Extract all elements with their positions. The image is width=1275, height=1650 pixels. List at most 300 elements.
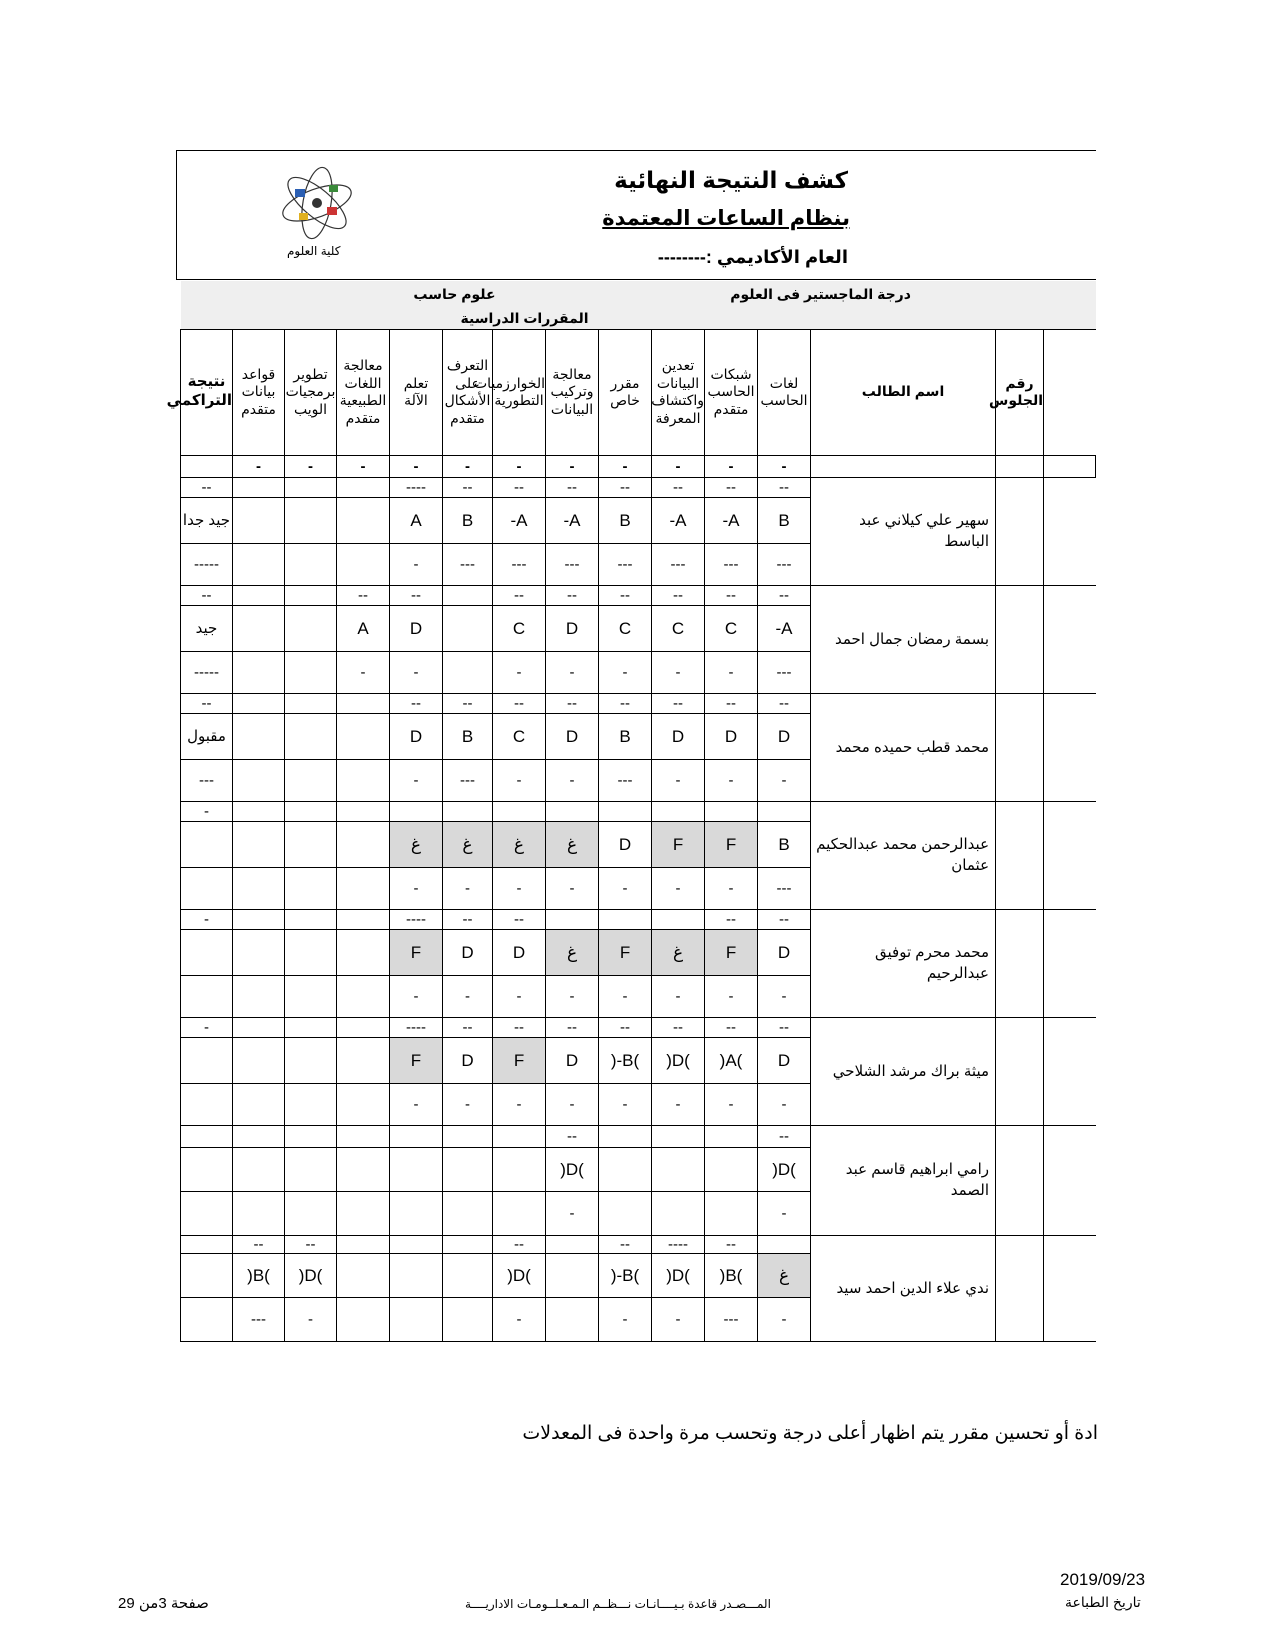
dash-cell: -- bbox=[546, 693, 599, 713]
dash-cell bbox=[390, 1297, 443, 1341]
dash-cell: -- bbox=[546, 585, 599, 605]
dash-cell: -- bbox=[599, 1235, 652, 1253]
grade-cell: C bbox=[652, 605, 705, 651]
print-date-label: تاريخ الطباعة bbox=[1065, 1594, 1141, 1610]
grade-cell bbox=[599, 1147, 652, 1191]
dash-cell bbox=[337, 543, 390, 585]
credit-cell: - bbox=[285, 455, 337, 477]
dash-cell bbox=[337, 867, 390, 909]
grade-cell: D bbox=[443, 1037, 493, 1083]
dash-cell bbox=[652, 801, 705, 821]
credit-cell: - bbox=[599, 455, 652, 477]
grade-cell bbox=[233, 1037, 285, 1083]
dash-cell: - bbox=[705, 867, 758, 909]
report-subtitle: بنظام الساعات المعتمدة bbox=[602, 207, 850, 230]
grade-cell bbox=[337, 821, 390, 867]
dash-cell: -- bbox=[390, 585, 443, 605]
credit-row bbox=[181, 455, 1096, 477]
dash-cell: -- bbox=[705, 909, 758, 929]
student-row bbox=[181, 1235, 1096, 1253]
dash-cell: - bbox=[652, 759, 705, 801]
dash-cell: - bbox=[652, 1297, 705, 1341]
dash-cell: -- bbox=[493, 693, 546, 713]
grade-cell: D bbox=[758, 1037, 811, 1083]
grade-cell bbox=[285, 497, 337, 543]
grade-cell bbox=[233, 497, 285, 543]
grade-cell bbox=[705, 1147, 758, 1191]
grade-cell bbox=[337, 713, 390, 759]
dash-cell: -- bbox=[652, 477, 705, 497]
dash-cell bbox=[285, 585, 337, 605]
grade-cell bbox=[443, 1253, 493, 1297]
dash-cell: -- bbox=[493, 1235, 546, 1253]
dash-cell bbox=[337, 1297, 390, 1341]
dash-cell bbox=[337, 1191, 390, 1235]
dash-cell: - bbox=[546, 1083, 599, 1125]
credit-cell-seat bbox=[996, 455, 1044, 477]
result-cell bbox=[181, 1083, 233, 1125]
grade-cell: -A bbox=[652, 497, 705, 543]
dash-cell: -- bbox=[599, 477, 652, 497]
result-cell bbox=[181, 1147, 233, 1191]
header-course-1: شبكات الحاسب متقدم bbox=[705, 329, 758, 455]
dash-cell bbox=[337, 477, 390, 497]
dash-cell: -- bbox=[443, 1017, 493, 1037]
dash-cell bbox=[337, 693, 390, 713]
dash-cell: -- bbox=[758, 1017, 811, 1037]
dash-cell bbox=[337, 801, 390, 821]
grade-cell bbox=[233, 1147, 285, 1191]
grade-cell: D bbox=[758, 929, 811, 975]
dash-cell bbox=[599, 909, 652, 929]
credit-cell: - bbox=[390, 455, 443, 477]
header-result: نتيجة التراكمي bbox=[181, 329, 233, 455]
grade-cell bbox=[443, 605, 493, 651]
student-name: محمد محرم توفيق عبدالرحيم bbox=[811, 909, 996, 1017]
grade-cell: D bbox=[705, 713, 758, 759]
grade-cell bbox=[337, 497, 390, 543]
dash-cell bbox=[285, 651, 337, 693]
dash-cell: - bbox=[546, 651, 599, 693]
dash-cell: - bbox=[546, 867, 599, 909]
dash-cell: - bbox=[758, 975, 811, 1017]
header-course-0: لغات الحاسب bbox=[758, 329, 811, 455]
dash-cell: --- bbox=[758, 867, 811, 909]
dash-cell: -- bbox=[705, 585, 758, 605]
credit-cell-name bbox=[811, 455, 996, 477]
dash-cell bbox=[443, 585, 493, 605]
dash-cell bbox=[337, 759, 390, 801]
report-title: كشف النتيجة النهائية bbox=[614, 167, 848, 193]
result-cell: ----- bbox=[181, 651, 233, 693]
dash-cell bbox=[285, 477, 337, 497]
seat-number-cell bbox=[996, 477, 1044, 585]
dash-cell: - bbox=[758, 1191, 811, 1235]
result-cell bbox=[181, 1253, 233, 1297]
result-cell: -- bbox=[181, 693, 233, 713]
result-cell bbox=[181, 821, 233, 867]
grade-cell: B bbox=[599, 497, 652, 543]
dash-cell bbox=[652, 1125, 705, 1147]
grade-cell bbox=[285, 929, 337, 975]
grade-cell bbox=[493, 1147, 546, 1191]
dash-cell: - bbox=[443, 867, 493, 909]
dash-cell: -- bbox=[705, 1017, 758, 1037]
grade-cell bbox=[285, 1147, 337, 1191]
grade-cell: )D( bbox=[652, 1253, 705, 1297]
grade-cell bbox=[390, 1253, 443, 1297]
grade-cell bbox=[233, 821, 285, 867]
degree: درجة الماجستير فى العلوم bbox=[546, 281, 1096, 307]
dash-cell: - bbox=[652, 651, 705, 693]
dash-cell bbox=[443, 1235, 493, 1253]
credit-cell: - bbox=[337, 455, 390, 477]
dash-cell bbox=[285, 1125, 337, 1147]
result-cell bbox=[181, 1235, 233, 1253]
dash-cell bbox=[546, 909, 599, 929]
result-cell bbox=[181, 1125, 233, 1147]
dash-cell: - bbox=[493, 1083, 546, 1125]
student-name: محمد قطب حميده محمد bbox=[811, 693, 996, 801]
result-cell: جيد جدا bbox=[181, 497, 233, 543]
seat-number-cell bbox=[996, 801, 1044, 909]
dash-cell: ---- bbox=[390, 909, 443, 929]
grade-cell bbox=[337, 1037, 390, 1083]
print-date: 2019/09/23 bbox=[1060, 1570, 1146, 1589]
dash-cell: -- bbox=[493, 585, 546, 605]
grade-cell: -A bbox=[758, 605, 811, 651]
result-cell bbox=[181, 1297, 233, 1341]
grade-cell: A bbox=[337, 605, 390, 651]
result-cell: - bbox=[181, 1017, 233, 1037]
result-cell: - bbox=[181, 909, 233, 929]
header-course-4: معالجة وتركيب البيانات bbox=[546, 329, 599, 455]
header-student-name: اسم الطالب bbox=[811, 329, 996, 455]
dash-cell: --- bbox=[705, 1297, 758, 1341]
dash-cell: -- bbox=[652, 1017, 705, 1037]
header-course-8: معالجة اللغات الطبيعية متقدم bbox=[337, 329, 390, 455]
dash-cell: -- bbox=[443, 477, 493, 497]
grade-cell: C bbox=[599, 605, 652, 651]
credit-cell: - bbox=[493, 455, 546, 477]
dash-cell: -- bbox=[546, 1017, 599, 1037]
dash-cell bbox=[652, 909, 705, 929]
grade-cell: )D( bbox=[546, 1147, 599, 1191]
credit-cell: - bbox=[546, 455, 599, 477]
credit-cell: - bbox=[652, 455, 705, 477]
extra-cell bbox=[1044, 693, 1096, 801]
credit-cell-result bbox=[181, 455, 233, 477]
header-course-5: الخوارزميات التطورية bbox=[493, 329, 546, 455]
extra-cell bbox=[1044, 1235, 1096, 1341]
grade-cell bbox=[390, 1147, 443, 1191]
dash-cell bbox=[233, 801, 285, 821]
dash-cell: - bbox=[493, 1297, 546, 1341]
dash-cell: - bbox=[546, 1191, 599, 1235]
dash-cell bbox=[285, 867, 337, 909]
grade-cell: B bbox=[758, 821, 811, 867]
dash-cell bbox=[233, 543, 285, 585]
seat-number-cell bbox=[996, 1125, 1044, 1235]
dash-cell: - bbox=[652, 867, 705, 909]
result-cell bbox=[181, 929, 233, 975]
faculty-logo bbox=[267, 163, 367, 241]
dash-cell: -- bbox=[546, 1125, 599, 1147]
dash-cell bbox=[285, 909, 337, 929]
dash-cell: --- bbox=[443, 543, 493, 585]
dash-cell: ---- bbox=[390, 1017, 443, 1037]
grade-cell bbox=[443, 1147, 493, 1191]
logo-caption: كلية العلوم bbox=[287, 244, 341, 258]
grade-cell: B bbox=[443, 713, 493, 759]
dash-cell: - bbox=[285, 1297, 337, 1341]
dash-cell bbox=[233, 759, 285, 801]
dash-cell: --- bbox=[705, 543, 758, 585]
header-seat-number: رقم الجلوس bbox=[996, 329, 1044, 455]
dash-cell: - bbox=[337, 651, 390, 693]
dash-cell: - bbox=[546, 759, 599, 801]
academic-year: العام الأكاديمي :-------- bbox=[657, 247, 848, 267]
dash-cell bbox=[337, 975, 390, 1017]
grade-cell bbox=[337, 1253, 390, 1297]
student-row bbox=[181, 801, 1096, 821]
dash-cell: - bbox=[599, 651, 652, 693]
grade-cell bbox=[285, 713, 337, 759]
grade-cell: D bbox=[758, 713, 811, 759]
dash-cell bbox=[652, 1191, 705, 1235]
dash-cell: -- bbox=[705, 1235, 758, 1253]
dash-cell: -- bbox=[705, 693, 758, 713]
grade-cell: -A bbox=[546, 497, 599, 543]
dash-cell: --- bbox=[652, 543, 705, 585]
grade-cell: D bbox=[390, 605, 443, 651]
student-name: رامي ابراهيم قاسم عبد الصمد bbox=[811, 1125, 996, 1235]
seat-number-cell bbox=[996, 909, 1044, 1017]
dash-cell: --- bbox=[758, 543, 811, 585]
grade-cell bbox=[337, 929, 390, 975]
grade-cell: )B( bbox=[233, 1253, 285, 1297]
dash-cell bbox=[758, 1235, 811, 1253]
dash-cell: - bbox=[758, 1083, 811, 1125]
dash-cell bbox=[546, 1297, 599, 1341]
student-row bbox=[181, 477, 1096, 497]
grade-cell: غ bbox=[493, 821, 546, 867]
dash-cell bbox=[546, 801, 599, 821]
dash-cell: - bbox=[390, 651, 443, 693]
dash-cell: - bbox=[390, 867, 443, 909]
dash-cell bbox=[285, 543, 337, 585]
dash-cell bbox=[337, 1017, 390, 1037]
dash-cell bbox=[390, 1125, 443, 1147]
grade-cell: )D( bbox=[493, 1253, 546, 1297]
dash-cell bbox=[233, 585, 285, 605]
grade-cell: )A( bbox=[705, 1037, 758, 1083]
dash-cell: - bbox=[758, 1297, 811, 1341]
grade-cell bbox=[337, 1147, 390, 1191]
dash-cell bbox=[233, 1017, 285, 1037]
student-row bbox=[181, 909, 1096, 929]
student-name: بسمة رمضان جمال احمد bbox=[811, 585, 996, 693]
dash-cell bbox=[390, 801, 443, 821]
dash-cell: --- bbox=[758, 651, 811, 693]
degree-row bbox=[181, 281, 1096, 307]
grade-cell: D bbox=[443, 929, 493, 975]
dash-cell bbox=[233, 477, 285, 497]
dash-cell: - bbox=[546, 975, 599, 1017]
grade-cell: F bbox=[599, 929, 652, 975]
dash-cell bbox=[233, 1083, 285, 1125]
header-course-6: التعرف على الأشكال متقدم bbox=[443, 329, 493, 455]
extra-cell bbox=[1044, 1017, 1096, 1125]
dash-cell: - bbox=[599, 867, 652, 909]
dash-cell: ---- bbox=[390, 477, 443, 497]
grade-cell: D bbox=[390, 713, 443, 759]
dash-cell: -- bbox=[758, 585, 811, 605]
dash-cell bbox=[599, 801, 652, 821]
grade-cell bbox=[285, 1037, 337, 1083]
grades-table bbox=[166, 281, 1096, 1342]
result-cell bbox=[181, 975, 233, 1017]
grade-cell: B bbox=[443, 497, 493, 543]
dash-cell bbox=[233, 651, 285, 693]
grade-cell: غ bbox=[758, 1253, 811, 1297]
credit-cell: - bbox=[705, 455, 758, 477]
dash-cell: -- bbox=[705, 477, 758, 497]
result-cell: -- bbox=[181, 477, 233, 497]
dash-cell: -- bbox=[546, 477, 599, 497]
dash-cell bbox=[443, 651, 493, 693]
grade-cell: C bbox=[493, 713, 546, 759]
dash-cell bbox=[337, 909, 390, 929]
dash-cell bbox=[285, 1083, 337, 1125]
grade-cell: B bbox=[758, 497, 811, 543]
dash-cell bbox=[285, 1017, 337, 1037]
dash-cell: - bbox=[758, 759, 811, 801]
grade-cell: غ bbox=[443, 821, 493, 867]
dash-cell: - bbox=[599, 1083, 652, 1125]
dash-cell: -- bbox=[758, 909, 811, 929]
grade-cell: D bbox=[599, 821, 652, 867]
dash-cell: -- bbox=[233, 1235, 285, 1253]
credit-cell: - bbox=[758, 455, 811, 477]
extra-cell bbox=[1044, 585, 1096, 693]
result-cell bbox=[181, 1037, 233, 1083]
dash-cell bbox=[443, 801, 493, 821]
result-cell: ----- bbox=[181, 543, 233, 585]
dash-cell bbox=[443, 1191, 493, 1235]
dash-cell: - bbox=[652, 975, 705, 1017]
student-name: ميثة براك مرشد الشلاحي bbox=[811, 1017, 996, 1125]
dash-cell bbox=[233, 909, 285, 929]
dash-cell: - bbox=[443, 975, 493, 1017]
dash-cell bbox=[390, 1191, 443, 1235]
header-course-2: تعدين البيانات واكتشاف المعرفة bbox=[652, 329, 705, 455]
dash-cell bbox=[705, 1125, 758, 1147]
grade-cell bbox=[233, 605, 285, 651]
dash-cell: -- bbox=[493, 1017, 546, 1037]
result-cell: -- bbox=[181, 585, 233, 605]
courses-heading: المقررات الدراسية bbox=[181, 307, 1096, 329]
dash-cell bbox=[285, 1191, 337, 1235]
dash-cell: -- bbox=[493, 909, 546, 929]
dash-cell: - bbox=[705, 1083, 758, 1125]
dash-cell bbox=[233, 1191, 285, 1235]
student-name: سهير علي كيلاني عبد الباسط bbox=[811, 477, 996, 585]
grade-cell: F bbox=[652, 821, 705, 867]
dash-cell: -- bbox=[337, 585, 390, 605]
dash-cell: -- bbox=[599, 585, 652, 605]
dash-cell: -- bbox=[493, 477, 546, 497]
dash-cell bbox=[233, 1125, 285, 1147]
dash-cell bbox=[443, 1125, 493, 1147]
result-cell bbox=[181, 867, 233, 909]
dash-cell bbox=[758, 801, 811, 821]
dash-cell: -- bbox=[758, 477, 811, 497]
dash-cell: - bbox=[390, 1083, 443, 1125]
result-cell bbox=[181, 1191, 233, 1235]
seat-number-cell bbox=[996, 1017, 1044, 1125]
grade-cell bbox=[233, 929, 285, 975]
seat-number-cell bbox=[996, 585, 1044, 693]
grade-cell: A bbox=[390, 497, 443, 543]
page-number: صفحة 3من 29 bbox=[118, 1595, 209, 1612]
extra-cell bbox=[1044, 1125, 1096, 1235]
credit-cell: - bbox=[233, 455, 285, 477]
student-row bbox=[181, 1125, 1096, 1147]
dash-cell: - bbox=[493, 651, 546, 693]
dash-cell: -- bbox=[390, 693, 443, 713]
extra-cell bbox=[1044, 909, 1096, 1017]
dash-cell bbox=[233, 693, 285, 713]
dash-cell: - bbox=[705, 651, 758, 693]
grade-cell: -A bbox=[493, 497, 546, 543]
grade-cell: -A bbox=[705, 497, 758, 543]
data-source: المـــصـدر قاعدة بـيــــانـات نـــظــم الـمـعـلــومـات الاداريــــة bbox=[465, 1597, 771, 1611]
dash-cell: - bbox=[652, 1083, 705, 1125]
dash-cell bbox=[493, 1125, 546, 1147]
dash-cell bbox=[493, 1191, 546, 1235]
dash-cell: ---- bbox=[652, 1235, 705, 1253]
grade-cell: )D( bbox=[652, 1037, 705, 1083]
dash-cell: --- bbox=[443, 759, 493, 801]
result-cell: جيد bbox=[181, 605, 233, 651]
dash-cell: - bbox=[493, 975, 546, 1017]
grade-cell: D bbox=[546, 605, 599, 651]
dash-cell: - bbox=[390, 759, 443, 801]
grade-cell: F bbox=[390, 929, 443, 975]
dash-cell bbox=[443, 1297, 493, 1341]
dash-cell bbox=[705, 801, 758, 821]
dash-cell bbox=[337, 1235, 390, 1253]
grade-cell: D bbox=[652, 713, 705, 759]
dash-cell bbox=[285, 693, 337, 713]
dash-cell bbox=[285, 759, 337, 801]
department: علوم حاسب bbox=[181, 281, 546, 307]
extra-cell bbox=[1044, 477, 1096, 585]
student-row bbox=[181, 1017, 1096, 1037]
footnote: ادة أو تحسين مقرر يتم اظهار أعلى درجة وتحسب مرة واحدة فى المعدلات bbox=[522, 1423, 1098, 1444]
grade-cell: )B( bbox=[705, 1253, 758, 1297]
grade-cell: C bbox=[493, 605, 546, 651]
grade-cell: )-B( bbox=[599, 1037, 652, 1083]
grade-cell: D bbox=[546, 713, 599, 759]
dash-cell: -- bbox=[285, 1235, 337, 1253]
dash-cell: - bbox=[493, 759, 546, 801]
grade-cell: B bbox=[599, 713, 652, 759]
grade-cell bbox=[285, 821, 337, 867]
dash-cell: --- bbox=[233, 1297, 285, 1341]
dash-cell bbox=[546, 1235, 599, 1253]
